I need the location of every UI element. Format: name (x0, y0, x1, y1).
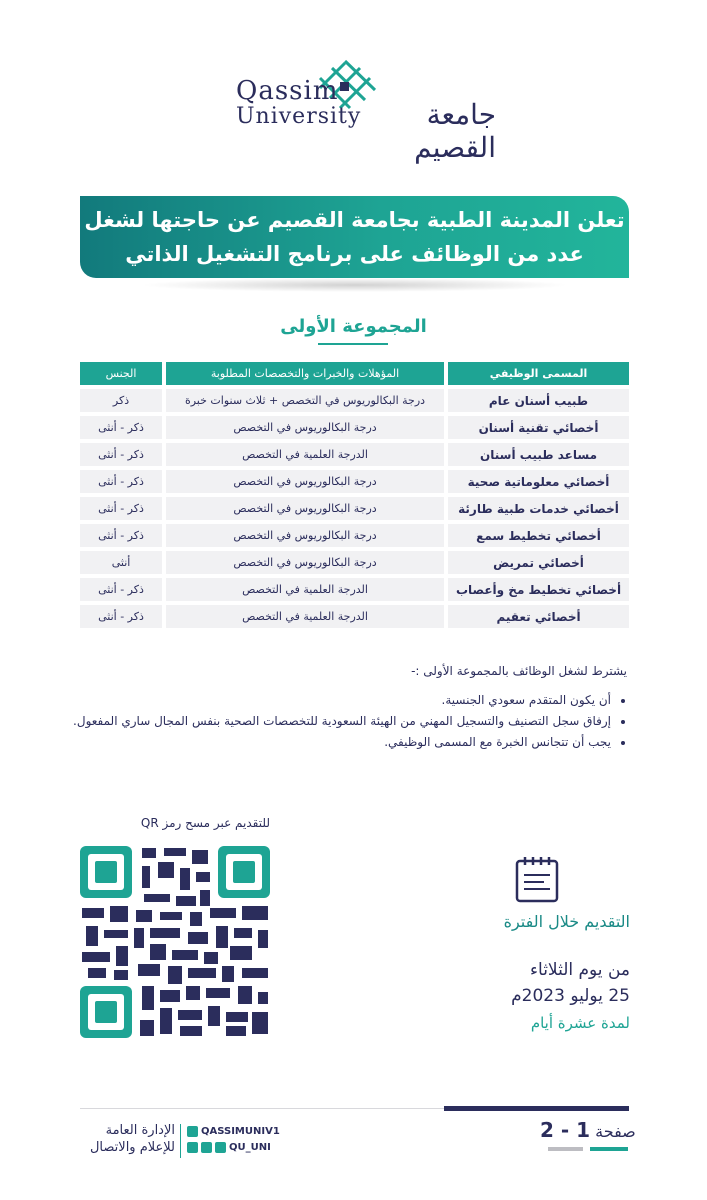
logo-latin-line2: University (236, 104, 362, 129)
social-handle[interactable]: QU_UNI (229, 1142, 271, 1153)
job-qualifications: درجة البكالوريوس في التخصص (166, 497, 444, 520)
page-label: صفحة (595, 1122, 636, 1141)
condition-item: • إرفاق سجل التصنيف والتسجيل المهني من الهيئة السعودية للتخصصات الصحية بنفس المجال ساري المفعول. (67, 713, 611, 730)
admin-line2: للإعلام والاتصال (89, 1140, 175, 1155)
job-gender: ذكر - أنثى (80, 605, 162, 628)
group-title: المجموعة الأولى (280, 316, 427, 337)
logo-arabic: جامعة القصيم (414, 98, 496, 164)
job-gender: ذكر - أنثى (80, 443, 162, 466)
job-gender: ذكر - أنثى (80, 497, 162, 520)
page-bar-inactive (548, 1147, 583, 1151)
table-row (80, 416, 629, 439)
table-header-row (80, 362, 629, 385)
job-gender: ذكر (80, 389, 162, 412)
job-gender: ذكر - أنثى (80, 416, 162, 439)
job-title: أخصائي معلوماتية صحية (448, 470, 629, 493)
condition-item: • يجب أن تتجانس الخبرة مع المسمى الوظيفي. (67, 734, 611, 751)
conditions-section (67, 664, 627, 755)
application-duration: لمدة عشرة أيام (530, 1014, 630, 1032)
banner-line2: عدد من الوظائف على برنامج التشغيل الذاتي (125, 242, 584, 266)
header-qualifications: المؤهلات والخبرات والتخصصات المطلوبة (166, 362, 444, 385)
table-row (80, 551, 629, 574)
job-qualifications: درجة البكالوريوس في التخصص (166, 416, 444, 439)
job-title: أخصائي تعقيم (448, 605, 629, 628)
social-handles (187, 1126, 280, 1158)
youtube-icon[interactable] (187, 1142, 198, 1153)
job-qualifications: درجة البكالوريوس في التخصص (166, 551, 444, 574)
page-number: 1 - 2 (540, 1118, 591, 1142)
table-row (80, 470, 629, 493)
footer-accent-bar (444, 1106, 629, 1111)
document-icon (514, 855, 560, 903)
job-title: أخصائي تخطيط مخ وأعصاب (448, 578, 629, 601)
header-gender: الجنس (80, 362, 162, 385)
page-indicator (540, 1118, 636, 1142)
application-from: من يوم الثلاثاء (530, 960, 630, 980)
table-row (80, 497, 629, 520)
job-qualifications: درجة البكالوريوس في التخصص (166, 470, 444, 493)
table-row (80, 578, 629, 601)
qr-label: للتقديم عبر مسح رمز QR (140, 816, 270, 830)
snapchat-icon[interactable] (215, 1142, 226, 1153)
conditions-intro: يشترط لشغل الوظائف بالمجموعة الأولى :- (411, 664, 627, 678)
job-gender: ذكر - أنثى (80, 524, 162, 547)
footer-divider (80, 1108, 444, 1109)
admin-line1: الإدارة العامة (105, 1123, 175, 1138)
table-row (80, 605, 629, 628)
job-title: مساعد طبيب أسنان (448, 443, 629, 466)
job-qualifications: درجة البكالوريوس في التخصص + ثلاث سنوات خبرة (166, 389, 444, 412)
table-row (80, 389, 629, 412)
twitter-icon[interactable] (187, 1126, 198, 1137)
announcement-banner (80, 196, 629, 278)
job-qualifications: الدرجة العلمية في التخصص (166, 605, 444, 628)
group-title-underline (318, 343, 388, 345)
table-row (80, 443, 629, 466)
qr-code-icon[interactable] (80, 846, 270, 1038)
job-gender: ذكر - أنثى (80, 578, 162, 601)
condition-item: • أن يكون المتقدم سعودي الجنسية. (67, 692, 611, 709)
job-title: أخصائي تمريض (448, 551, 629, 574)
job-qualifications: درجة البكالوريوس في التخصص (166, 524, 444, 547)
application-date: 25 يوليو 2023م (511, 986, 630, 1006)
banner-shadow (140, 278, 570, 292)
admin-name (80, 1122, 175, 1156)
twitter-handle[interactable]: QASSIMUNIV1 (201, 1126, 280, 1137)
job-title: أخصائي خدمات طبية طارئة (448, 497, 629, 520)
job-title: أخصائي تخطيط سمع (448, 524, 629, 547)
job-title: طبيب أسنان عام (448, 389, 629, 412)
banner-line1: تعلن المدينة الطبية بجامعة القصيم عن حاجتها لشغل (84, 208, 625, 232)
university-logo (226, 58, 496, 164)
jobs-table (80, 362, 629, 632)
header-title: المسمى الوظيفي (448, 362, 629, 385)
logo-latin-line1: Qassim (236, 76, 339, 106)
job-qualifications: الدرجة العلمية في التخصص (166, 578, 444, 601)
job-gender: ذكر - أنثى (80, 470, 162, 493)
table-row (80, 524, 629, 547)
page-bar-active (590, 1147, 628, 1151)
job-title: أخصائي تقنية أسنان (448, 416, 629, 439)
instagram-icon[interactable] (201, 1142, 212, 1153)
footer-vertical-divider (180, 1124, 181, 1158)
job-gender: أنثى (80, 551, 162, 574)
conditions-list (67, 692, 627, 751)
job-qualifications: الدرجة العلمية في التخصص (166, 443, 444, 466)
application-heading: التقديم خلال الفترة (503, 912, 630, 931)
